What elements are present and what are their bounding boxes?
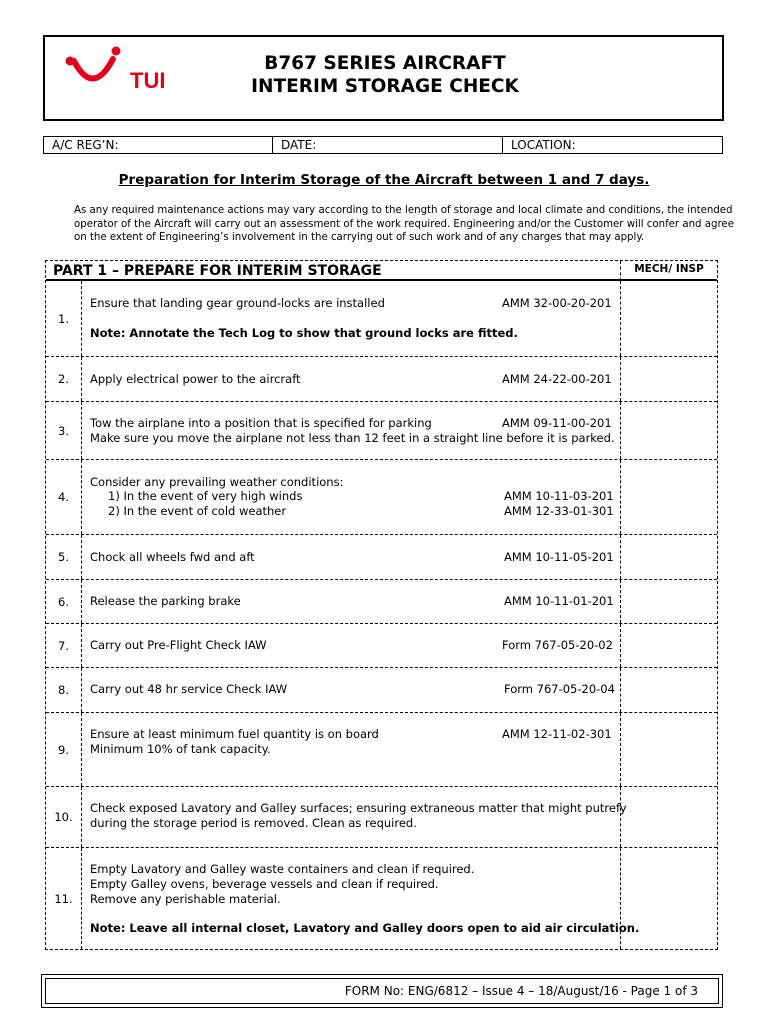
- step-text: Check exposed Lavatory and Galley surfaces; ensuring extraneous matter that might putrefy: [90, 801, 627, 815]
- mech-insp-cell[interactable]: [621, 848, 717, 949]
- step-number: 3.: [46, 402, 82, 459]
- mech-insp-cell[interactable]: [621, 624, 717, 667]
- step-description: [82, 460, 621, 534]
- step-text: Apply electrical power to the aircraft: [90, 372, 301, 386]
- reg-field[interactable]: A/C REG’N:: [44, 137, 273, 153]
- step-description: [82, 535, 621, 579]
- step-number: 8.: [46, 668, 82, 712]
- step-number: 9.: [46, 713, 82, 786]
- step-number: 6.: [46, 580, 82, 623]
- step-number: 10.: [46, 787, 82, 847]
- step-description: [82, 624, 621, 667]
- intro-line: As any required maintenance actions may vary according to the length of storage and local climate and conditions, the intended: [74, 205, 733, 216]
- intro-line: operator of the Aircraft will carry out an assessment of the work required. Engineering and/or the Customer will confer and agree: [74, 218, 734, 230]
- step-subitem: 2) In the event of cold weather: [108, 504, 287, 518]
- document-title: [200, 52, 570, 98]
- step-reference: AMM 32-00-20-201: [502, 296, 612, 310]
- step-reference: AMM 24-22-00-201: [502, 372, 612, 386]
- step-description: [82, 357, 621, 401]
- step-reference: AMM 09-11-00-201: [502, 416, 612, 430]
- step-text: Tow the airplane into a position that is specified for parking: [90, 416, 432, 430]
- date-field[interactable]: DATE:: [273, 137, 503, 153]
- table-row: [46, 848, 717, 949]
- step-reference: AMM 12-33-01-301: [504, 504, 614, 518]
- table-row: [46, 535, 717, 580]
- step-description: [82, 402, 621, 459]
- step-text-2: Minimum 10% of tank capacity.: [90, 742, 271, 756]
- step-description: [82, 580, 621, 623]
- step-reference: AMM 10-11-03-201: [504, 489, 614, 503]
- step-text: Empty Lavatory and Galley waste containers and clean if required.: [90, 862, 475, 876]
- step-note: Note: Leave all internal closet, Lavatory and Galley doors open to aid air circulation.: [90, 921, 640, 935]
- step-reference: AMM 10-11-01-201: [504, 594, 614, 608]
- table-row: [46, 787, 717, 848]
- svg-text:TUI: TUI: [130, 68, 166, 93]
- step-reference: Form 767-05-20-04: [504, 682, 615, 696]
- mech-insp-cell[interactable]: [621, 281, 717, 356]
- step-reference: Form 767-05-20-02: [502, 638, 613, 652]
- step-text-2: Make sure you move the airplane not less than 12 feet in a straight line before it is parked.: [90, 431, 615, 445]
- step-description: [82, 787, 627, 847]
- step-text: Carry out 48 hr service Check IAW: [90, 682, 288, 696]
- mech-insp-cell[interactable]: [621, 535, 717, 579]
- tui-logo: [60, 45, 180, 97]
- step-text: Release the parking brake: [90, 594, 241, 608]
- mech-insp-cell[interactable]: [621, 402, 717, 459]
- step-text: Consider any prevailing weather conditions:: [90, 475, 344, 489]
- step-number: 1.: [46, 281, 82, 356]
- mech-insp-cell[interactable]: [621, 668, 717, 712]
- step-description: [82, 281, 621, 356]
- table-row: [46, 460, 717, 535]
- form-number: FORM No: ENG/6812 – Issue 4 – 18/August/16 - Page 1 of 3: [344, 984, 698, 998]
- step-number: 2.: [46, 357, 82, 401]
- mech-insp-cell[interactable]: [621, 357, 717, 401]
- location-field[interactable]: LOCATION:: [511, 138, 576, 152]
- step-text-2: during the storage period is removed. Clean as required.: [90, 816, 417, 830]
- table-row: [46, 624, 717, 668]
- step-description: [82, 668, 621, 712]
- table-row: [46, 357, 717, 402]
- footer-inner-border: [45, 978, 719, 1004]
- table-row: [46, 580, 717, 624]
- part-header: [46, 261, 621, 281]
- step-text: Ensure that landing gear ground-locks are installed: [90, 296, 385, 310]
- step-number: 4.: [46, 460, 82, 534]
- intro-paragraph: [74, 204, 734, 245]
- step-description: [82, 848, 640, 949]
- step-reference: AMM 12-11-02-301: [502, 727, 612, 741]
- step-description: [82, 713, 621, 786]
- title-line-2: INTERIM STORAGE CHECK: [251, 76, 519, 97]
- table-row: [46, 668, 717, 713]
- step-text-3: Remove any perishable material.: [90, 892, 281, 906]
- step-text: Chock all wheels fwd and aft: [90, 550, 255, 564]
- mech-insp-cell[interactable]: [621, 580, 717, 623]
- mech-insp-cell[interactable]: [621, 460, 717, 534]
- section-subtitle: Preparation for Interim Storage of the Aircraft between 1 and 7 days.: [118, 172, 650, 188]
- step-subitem: 1) In the event of very high winds: [108, 489, 303, 503]
- step-number: 5.: [46, 535, 82, 579]
- step-number: 11.: [46, 848, 82, 949]
- step-text: Ensure at least minimum fuel quantity is on board: [90, 727, 379, 741]
- info-row: [43, 136, 723, 154]
- part1-table: [45, 260, 718, 950]
- table-row: [46, 281, 717, 357]
- intro-line: on the extent of Engineering’s involvement in the carrying out of such work and of any charges that may apply.: [74, 232, 645, 243]
- table-row: [46, 713, 717, 787]
- step-text-2: Empty Galley ovens, beverage vessels and clean if required.: [90, 877, 439, 891]
- mech-insp-header: MECH/ INSP: [621, 261, 717, 281]
- step-note: Note: Annotate the Tech Log to show that ground locks are fitted.: [90, 326, 518, 340]
- step-reference: AMM 10-11-05-201: [504, 550, 614, 564]
- part-title: PART 1 – PREPARE FOR INTERIM STORAGE: [53, 263, 382, 279]
- title-line-1: B767 SERIES AIRCRAFT: [264, 53, 506, 74]
- mech-insp-cell[interactable]: [621, 713, 717, 786]
- step-number: 7.: [46, 624, 82, 667]
- table-row: [46, 402, 717, 460]
- footer-box: [41, 974, 723, 1008]
- mech-insp-cell[interactable]: [621, 787, 717, 847]
- step-text: Carry out Pre-Flight Check IAW: [90, 638, 267, 652]
